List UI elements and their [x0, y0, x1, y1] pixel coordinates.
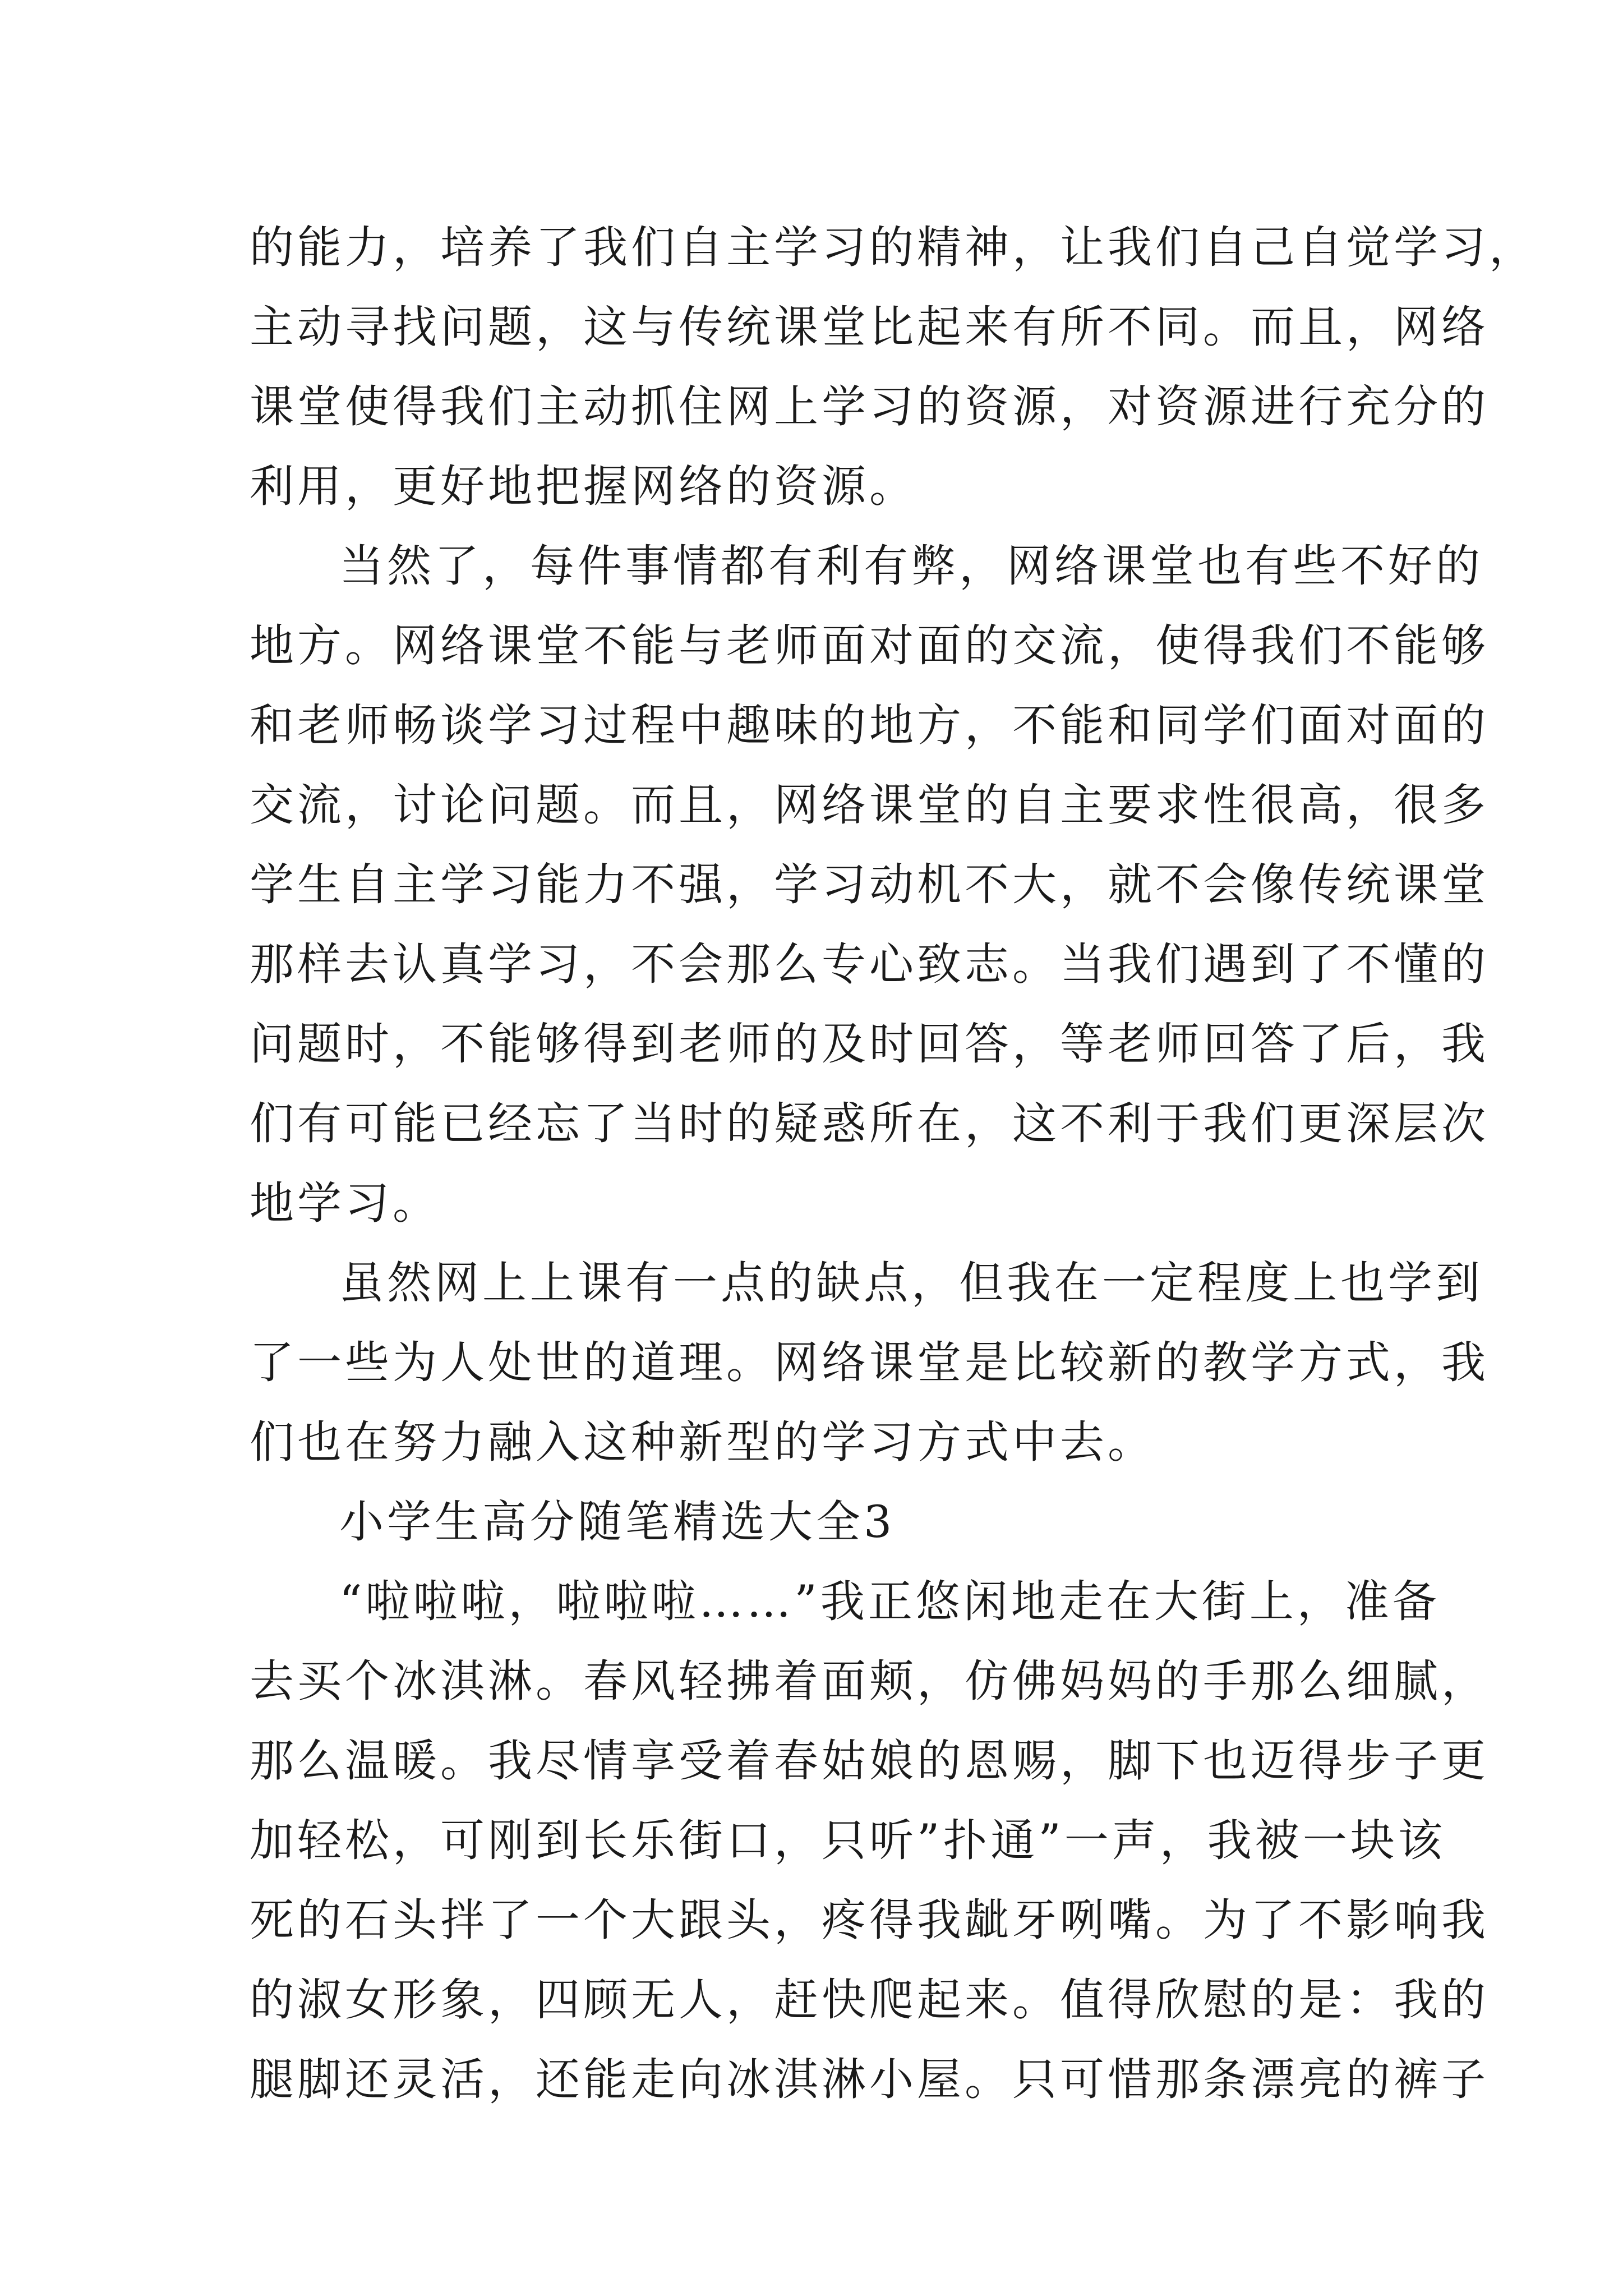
text-line: 学生自主学习能力不强，学习动机不大，就不会像传统课堂: [250, 859, 1489, 910]
text-line: 们也在努力融入这种新型的学习方式中去。: [250, 1416, 1155, 1468]
paragraph-first-line: 当然了，每件事情都有利有弊，网络课堂也有些不好的: [339, 540, 1483, 592]
text-line: 那么温暖。我尽情享受着春姑娘的恩赐，脚下也迈得步子更: [250, 1735, 1489, 1787]
text-line: 和老师畅谈学习过程中趣味的地方，不能和同学们面对面的: [250, 700, 1489, 751]
text-line: 地学习。: [250, 1177, 440, 1229]
text-line: 的淑女形象，四顾无人，赶快爬起来。值得欣慰的是：我的: [250, 1974, 1489, 2026]
text-line: 课堂使得我们主动抓住网上学习的资源，对资源进行充分的: [250, 381, 1489, 432]
section-heading: 小学生高分随笔精选大全3: [339, 1496, 896, 1548]
text-line: 那样去认真学习，不会那么专心致志。当我们遇到了不懂的: [250, 938, 1489, 990]
text-line: 们有可能已经忘了当时的疑惑所在，这不利于我们更深层次: [250, 1098, 1489, 1149]
text-line: 去买个冰淇淋。春风轻拂着面颊，仿佛妈妈的手那么细腻，: [250, 1655, 1489, 1707]
text-line: 主动寻找问题，这与传统课堂比起来有所不同。而且，网络: [250, 301, 1489, 353]
paragraph-first-line: “啦啦啦，啦啦啦……”我正悠闲地走在大街上，准备: [339, 1576, 1440, 1627]
text-line: 腿脚还灵活，还能走向冰淇淋小屋。只可惜那条漂亮的裤子: [250, 2054, 1489, 2105]
text-line: 交流，讨论问题。而且，网络课堂的自主要求性很高，很多: [250, 779, 1489, 831]
text-line: 利用，更好地把握网络的资源。: [250, 461, 917, 512]
text-line: 了一些为人处世的道理。网络课堂是比较新的教学方式，我: [250, 1337, 1489, 1388]
text-line: 的能力，培养了我们自主学习的精神，让我们自己自觉学习，: [250, 222, 1537, 273]
text-line: 地方。网络课堂不能与老师面对面的交流，使得我们不能够: [250, 620, 1489, 671]
text-line: 加轻松，可刚到长乐街口，只听”扑通”一声，我被一块该: [250, 1815, 1446, 1866]
text-body: [250, 208, 1537, 2119]
paragraph-first-line: 虽然网上上课有一点的缺点，但我在一定程度上也学到: [339, 1257, 1483, 1309]
text-line: 问题时，不能够得到老师的及时回答，等老师回答了后，我: [250, 1018, 1489, 1070]
text-line: 死的石头拌了一个大跟头，疼得我龇牙咧嘴。为了不影响我: [250, 1894, 1489, 1946]
